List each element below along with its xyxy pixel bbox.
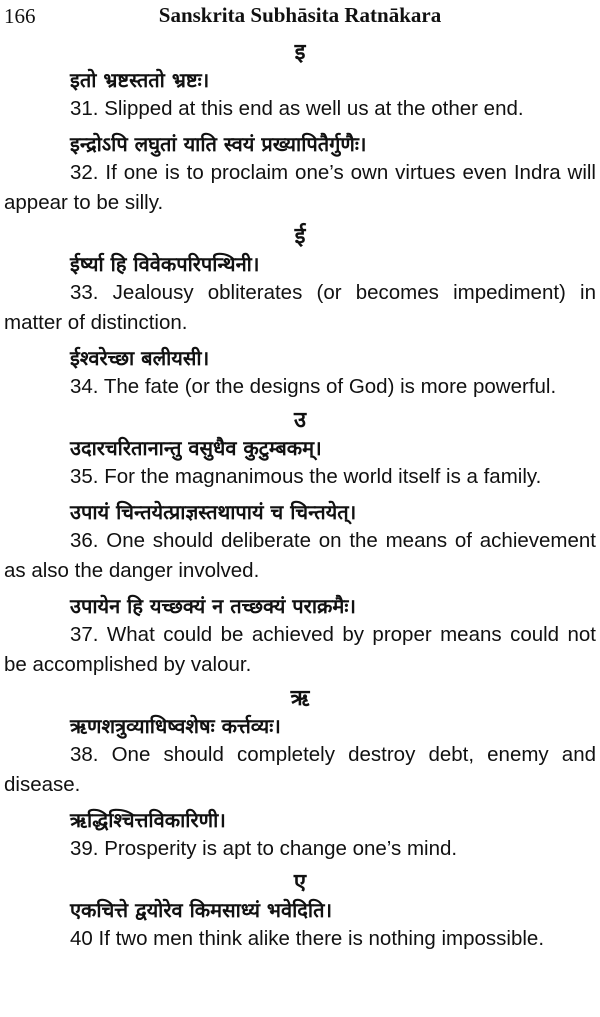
sanskrit-verse: एकचित्ते द्वयोरेव किमसाध्यं भवेदिति। bbox=[70, 898, 333, 922]
sanskrit-verse: उदारचरितानान्तु वसुधैव कुटुम्बकम्। bbox=[70, 436, 322, 460]
english-translation: 32. If one is to proclaim one’s own virtues even Indra will appear to be silly. bbox=[4, 161, 596, 214]
section-letter: इ bbox=[294, 40, 306, 65]
running-title: Sanskrita Subhāsita Ratnākara bbox=[158, 3, 442, 27]
section-letter: उ bbox=[293, 408, 307, 433]
sanskrit-verse: इतो भ्रष्टस्ततो भ्रष्टः। bbox=[70, 68, 210, 92]
sanskrit-verse: ऋणशत्रुव्याधिष्वशेषः कर्त्तव्यः। bbox=[70, 714, 281, 738]
page-content bbox=[4, 34, 596, 954]
english-translation: 33. Jealousy obliterates (or becomes impediment) in matter of distinction. bbox=[4, 281, 596, 334]
section-letter: ऋ bbox=[290, 686, 310, 711]
sanskrit-verse: ईर्ष्या हि विवेकपरिपन्थिनी। bbox=[70, 252, 260, 276]
sanskrit-verse: ईश्वरेच्छा बलीयसी। bbox=[70, 346, 210, 370]
english-translation: 35. For the magnanimous the world itself is a family. bbox=[70, 465, 542, 488]
english-translation: 40 If two men think alike there is nothing impossible. bbox=[70, 927, 545, 950]
english-translation: 31. Slipped at this end as well us at the other end. bbox=[70, 97, 524, 120]
section-letter: ए bbox=[293, 870, 307, 895]
english-translation: 34. The fate (or the designs of God) is more powerful. bbox=[70, 375, 557, 398]
english-translation: 36. One should deliberate on the means of achievement as also the danger involved. bbox=[4, 529, 596, 582]
english-translation: 38. One should completely destroy debt, enemy and disease. bbox=[4, 743, 596, 796]
sanskrit-verse: इन्द्रोऽपि लघुतां याति स्वयं प्रख्यापितैर्गुणैः। bbox=[70, 132, 367, 156]
sanskrit-verse: ऋद्धिश्चित्तविकारिणी। bbox=[70, 808, 226, 832]
english-translation: 37. What could be achieved by proper means could not be accomplished by valour. bbox=[4, 623, 596, 676]
section-letter: ई bbox=[294, 224, 306, 249]
page-number: 166 bbox=[4, 4, 36, 28]
page-header bbox=[4, 0, 596, 34]
sanskrit-verse: उपायेन हि यच्छक्यं न तच्छक्यं पराक्रमैः। bbox=[70, 594, 356, 618]
sanskrit-verse: उपायं चिन्तयेत्प्राज्ञस्तथापायं च चिन्तयेत्। bbox=[70, 500, 357, 524]
english-translation: 39. Prosperity is apt to change one’s mind. bbox=[70, 837, 458, 860]
